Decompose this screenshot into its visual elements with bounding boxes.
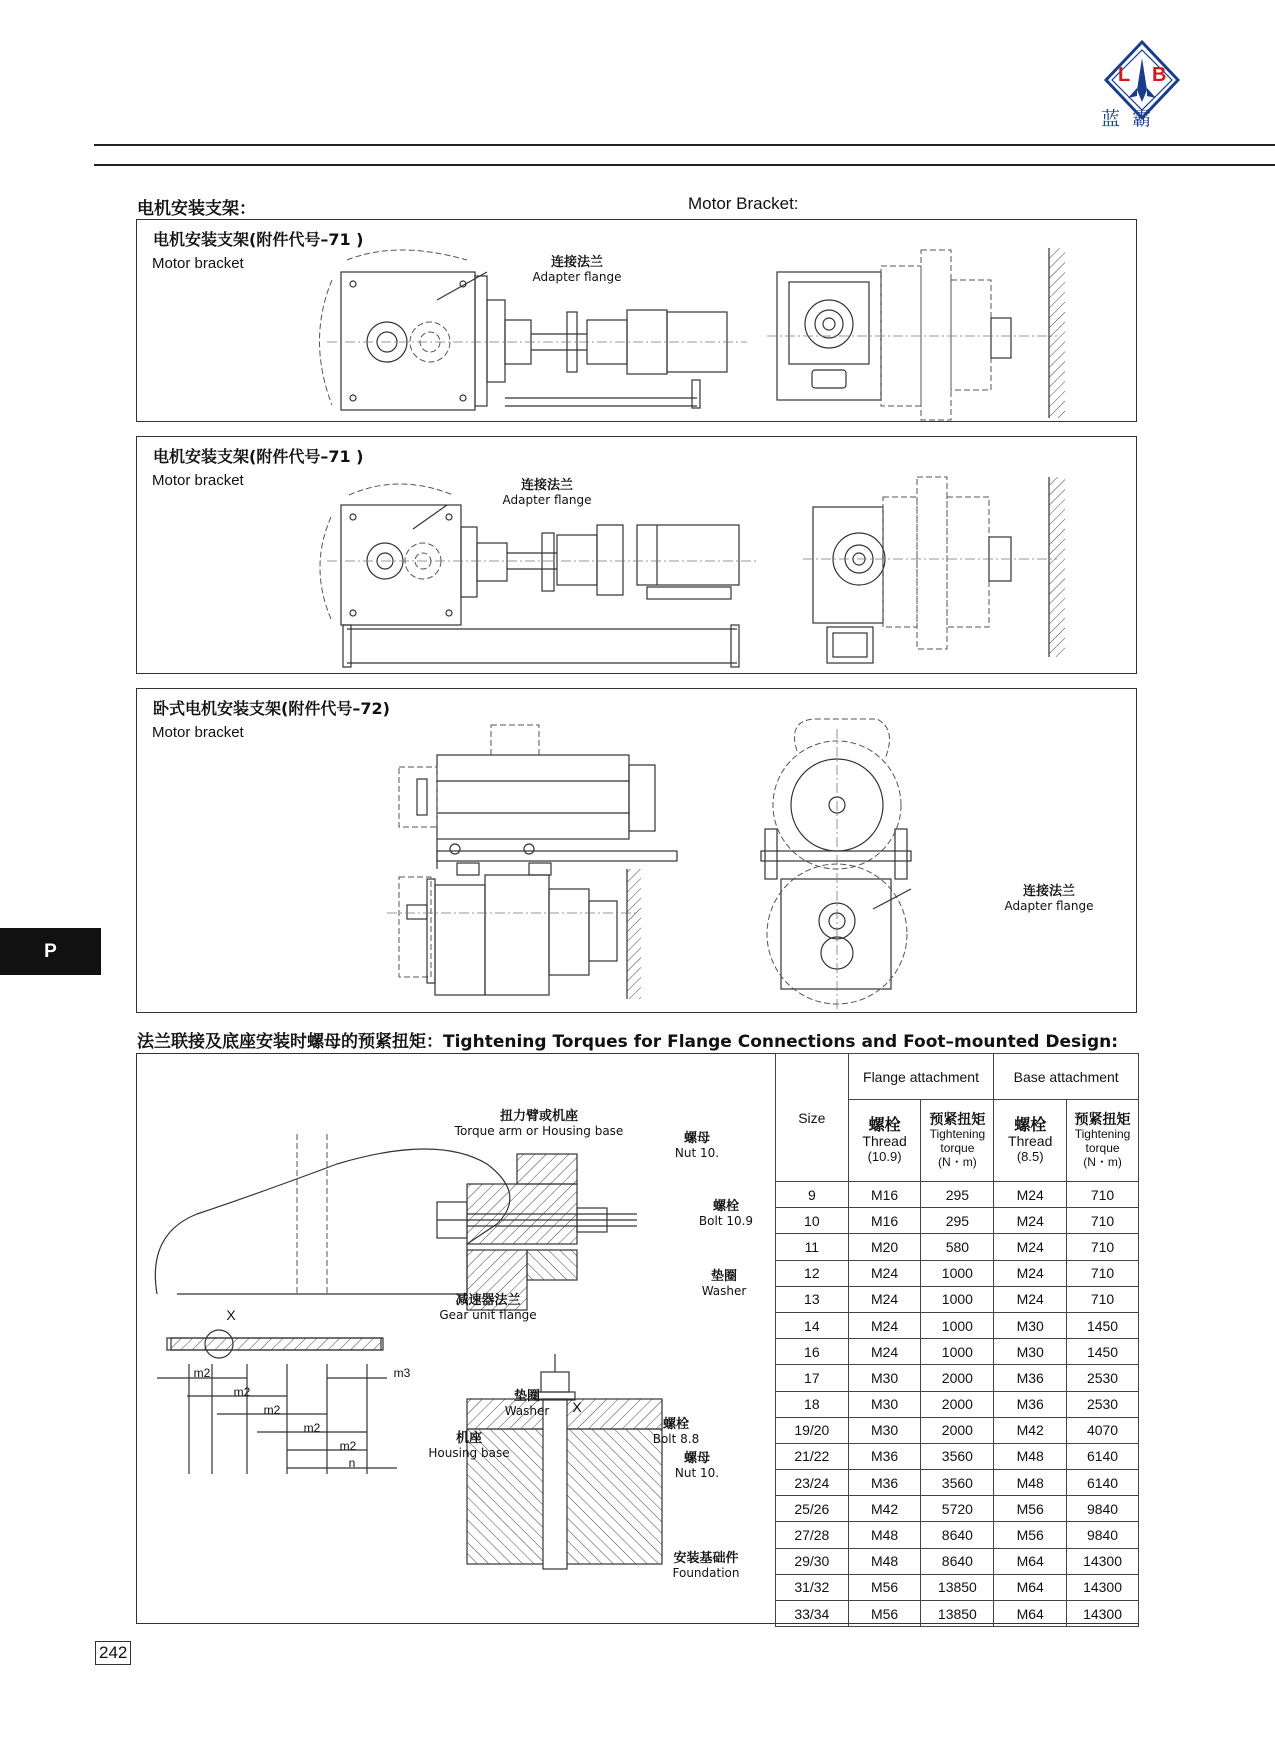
cell-flange-torque: 3560: [921, 1470, 994, 1496]
cell-flange-thread: M56: [848, 1601, 921, 1627]
header-flange-torque-en2: torque: [940, 1140, 975, 1155]
label-foundation-cn: 安装基础件: [673, 1551, 739, 1566]
cell-base-torque: 14300: [1067, 1601, 1139, 1627]
header-base-torque-cn: 预紧扭矩: [1074, 1111, 1131, 1128]
cell-base-thread: M30: [994, 1339, 1067, 1365]
section-tab: P: [0, 928, 101, 975]
label-gear-flange-en: Gear unit flange: [439, 1308, 537, 1322]
panel-2-callout-en: Adapter flange: [502, 493, 592, 507]
panel-3: [136, 688, 1137, 1013]
label-washer-top: [689, 1270, 759, 1298]
cell-base-torque: 9840: [1067, 1522, 1139, 1548]
cell-base-torque: 2530: [1067, 1391, 1139, 1417]
logo-letter-b: B: [1152, 64, 1167, 86]
cell-base-torque: 710: [1067, 1234, 1139, 1260]
label-bolt109: [691, 1200, 761, 1228]
cell-base-thread: M56: [994, 1522, 1067, 1548]
cell-size: 23/24: [776, 1470, 849, 1496]
label-m2-4: m2: [303, 1421, 321, 1435]
label-washer-en-bottom: Washer: [504, 1404, 550, 1418]
torque-section-title: 法兰联接及底座安装时螺母的预紧扭矩：Tightening Torques for Flange Connections and Foot–mounted Design:: [137, 1032, 1119, 1052]
table-row: [776, 1286, 1139, 1312]
label-bolt88-en: Bolt 8.8: [652, 1432, 700, 1446]
panel-1-callout-cn: 连接法兰: [550, 255, 603, 270]
cell-base-torque: 14300: [1067, 1574, 1139, 1600]
cell-flange-torque: 2000: [921, 1417, 994, 1443]
cell-base-thread: M64: [994, 1574, 1067, 1600]
header-base-thread: [994, 1100, 1067, 1182]
label-nut-cn-bottom: 螺母: [683, 1451, 710, 1466]
section-title-cn: 电机安装支架：: [137, 199, 256, 219]
cell-flange-torque: 1000: [921, 1260, 994, 1286]
cell-flange-torque: 5720: [921, 1496, 994, 1522]
cell-base-torque: 9840: [1067, 1496, 1139, 1522]
cell-flange-thread: M24: [848, 1260, 921, 1286]
cell-base-thread: M36: [994, 1391, 1067, 1417]
label-x-top: X: [226, 1307, 236, 1323]
cell-size: 29/30: [776, 1548, 849, 1574]
torque-box: [136, 1053, 1139, 1624]
cell-flange-thread: M48: [848, 1548, 921, 1574]
table-row: [776, 1365, 1139, 1391]
label-washer-cn-bottom: 垫圈: [513, 1389, 540, 1404]
panel-1-drawing: [137, 220, 1138, 423]
panel-3-callout-cn: 连接法兰: [1022, 884, 1075, 899]
table-row: [776, 1234, 1139, 1260]
panel-1: [136, 219, 1137, 422]
label-housing-base-cn: 机座: [455, 1431, 482, 1446]
cell-base-thread: M24: [994, 1234, 1067, 1260]
table-row: [776, 1443, 1139, 1469]
table-row: [776, 1182, 1139, 1208]
table-row: [776, 1548, 1139, 1574]
cell-base-thread: M24: [994, 1182, 1067, 1208]
panel-3-callout-en: Adapter flange: [1004, 899, 1094, 913]
table-row: [776, 1417, 1139, 1443]
cell-flange-thread: M48: [848, 1522, 921, 1548]
cell-size: 19/20: [776, 1417, 849, 1443]
label-nut10-top: [667, 1132, 727, 1160]
panel-3-title: 卧式电机安装支架(附件代号–72): [153, 699, 390, 718]
header-flange-torque-cn: 预紧扭矩: [929, 1111, 986, 1128]
panel-2-title: 电机安装支架(附件代号–71 ): [153, 447, 364, 466]
cell-base-torque: 710: [1067, 1286, 1139, 1312]
cell-size: 10: [776, 1208, 849, 1234]
cell-flange-thread: M42: [848, 1496, 921, 1522]
cell-flange-torque: 8640: [921, 1522, 994, 1548]
label-housing-base-en: Housing base: [428, 1446, 510, 1460]
cell-base-thread: M36: [994, 1365, 1067, 1391]
cell-flange-torque: 1000: [921, 1286, 994, 1312]
label-bolt88: [641, 1418, 711, 1446]
table-row: [776, 1391, 1139, 1417]
header-flange-torque-unit: (N・m): [938, 1154, 977, 1169]
cell-size: 33/34: [776, 1601, 849, 1627]
table-row: [776, 1601, 1139, 1627]
label-housing-base: [419, 1432, 519, 1460]
cell-flange-thread: M24: [848, 1339, 921, 1365]
table-row: [776, 1312, 1139, 1338]
cell-base-thread: M24: [994, 1286, 1067, 1312]
cell-flange-thread: M24: [848, 1312, 921, 1338]
cell-flange-torque: 3560: [921, 1443, 994, 1469]
table-row: [776, 1339, 1139, 1365]
cell-base-torque: 710: [1067, 1182, 1139, 1208]
cell-flange-thread: M36: [848, 1443, 921, 1469]
cell-base-thread: M30: [994, 1312, 1067, 1338]
torque-table: [775, 1053, 1139, 1627]
header-flange-thread-cn: 螺栓: [868, 1114, 901, 1134]
label-nut-cn-top: 螺母: [683, 1131, 710, 1146]
panel-2-subtitle: Motor bracket: [152, 472, 244, 489]
label-nut10-bottom: [667, 1452, 727, 1480]
cell-base-thread: M64: [994, 1548, 1067, 1574]
logo-letter-l: L: [1118, 64, 1131, 86]
label-foundation: [661, 1552, 751, 1580]
label-nut10-en-top: Nut 10.: [674, 1146, 720, 1160]
cell-size: 21/22: [776, 1443, 849, 1469]
cell-flange-torque: 1000: [921, 1312, 994, 1338]
label-m2-3: m2: [263, 1403, 281, 1417]
label-m2-5: m2: [339, 1439, 357, 1453]
header-base-thread-en: Thread: [1008, 1132, 1053, 1149]
panel-2-callout-cn: 连接法兰: [520, 478, 573, 493]
foot-mounted-diagram: [137, 1054, 697, 1625]
header-base-torque-unit: (N・m): [1083, 1154, 1122, 1169]
page-number: 242: [95, 1641, 131, 1665]
cell-flange-thread: M24: [848, 1286, 921, 1312]
table-row: [776, 1496, 1139, 1522]
cell-flange-torque: 13850: [921, 1601, 994, 1627]
header-flange-torque-en1: Tightening: [929, 1126, 986, 1141]
table-row: [776, 1470, 1139, 1496]
label-bolt109-en: Bolt 10.9: [698, 1214, 754, 1228]
cell-base-torque: 1450: [1067, 1312, 1139, 1338]
panel-2: [136, 436, 1137, 674]
cell-base-torque: 14300: [1067, 1548, 1139, 1574]
cell-base-torque: 710: [1067, 1260, 1139, 1286]
panel-2-drawing: [137, 437, 1138, 675]
cell-size: 11: [776, 1234, 849, 1260]
cell-size: 31/32: [776, 1574, 849, 1600]
section-title-en: Motor Bracket:: [688, 194, 799, 213]
cell-size: 17: [776, 1365, 849, 1391]
table-row: [776, 1260, 1139, 1286]
cell-base-torque: 1450: [1067, 1339, 1139, 1365]
header-flange-thread: [848, 1100, 921, 1182]
label-foundation-en: Foundation: [672, 1566, 740, 1580]
header-flange-attachment: Flange attachment: [848, 1054, 994, 1100]
cell-base-thread: M48: [994, 1443, 1067, 1469]
cell-flange-torque: 295: [921, 1182, 994, 1208]
cell-flange-torque: 1000: [921, 1339, 994, 1365]
header-base-thread-cn: 螺栓: [1014, 1114, 1047, 1134]
label-torque-arm-cn: 扭力臂或机座: [499, 1109, 578, 1124]
label-bolt-cn-bottom: 螺栓: [662, 1417, 689, 1432]
table-row: [776, 1522, 1139, 1548]
header-rule-thin: [94, 164, 1275, 166]
panel-3-subtitle: Motor bracket: [152, 724, 244, 741]
cell-flange-torque: 295: [921, 1208, 994, 1234]
cell-flange-thread: M20: [848, 1234, 921, 1260]
header-size: Size: [776, 1054, 849, 1182]
cell-flange-thread: M56: [848, 1574, 921, 1600]
brand-logo: [1098, 40, 1186, 130]
label-x-bottom: X: [572, 1399, 582, 1415]
cell-flange-thread: M30: [848, 1391, 921, 1417]
panel-1-subtitle: Motor bracket: [152, 255, 244, 272]
cell-flange-torque: 2000: [921, 1365, 994, 1391]
cell-base-thread: M42: [994, 1417, 1067, 1443]
header-base-torque-en2: torque: [1085, 1140, 1120, 1155]
panel-3-drawing: [137, 689, 1138, 1014]
cell-base-thread: M56: [994, 1496, 1067, 1522]
label-washer-cn-top: 垫圈: [710, 1269, 737, 1284]
cell-base-thread: M64: [994, 1601, 1067, 1627]
cell-base-torque: 6140: [1067, 1470, 1139, 1496]
cell-flange-thread: M16: [848, 1208, 921, 1234]
header-flange-torque: [921, 1100, 994, 1182]
cell-flange-thread: M16: [848, 1182, 921, 1208]
header-base-grade: (8.5): [1016, 1148, 1044, 1164]
header-rule-thick: [94, 144, 1275, 146]
label-n: n: [348, 1456, 356, 1470]
header-flange-thread-en: Thread: [862, 1132, 907, 1149]
label-m2-1: m2: [193, 1366, 211, 1380]
cell-base-thread: M48: [994, 1470, 1067, 1496]
cell-size: 27/28: [776, 1522, 849, 1548]
label-washer-en-top: Washer: [701, 1284, 747, 1298]
cell-base-torque: 4070: [1067, 1417, 1139, 1443]
cell-flange-torque: 2000: [921, 1391, 994, 1417]
label-m3: m3: [393, 1366, 411, 1380]
cell-flange-torque: 580: [921, 1234, 994, 1260]
label-m2-2: m2: [233, 1385, 251, 1399]
cell-size: 16: [776, 1339, 849, 1365]
cell-size: 14: [776, 1312, 849, 1338]
header-flange-grade: (10.9): [867, 1148, 902, 1164]
table-row: [776, 1208, 1139, 1234]
panel-1-title: 电机安装支架(附件代号–71 ): [153, 230, 364, 249]
logo-brand-cn: 蓝 霸: [1101, 108, 1152, 130]
cell-size: 9: [776, 1182, 849, 1208]
cell-flange-thread: M30: [848, 1365, 921, 1391]
label-washer-bottom: [487, 1390, 567, 1418]
table-row: [776, 1574, 1139, 1600]
cell-flange-thread: M36: [848, 1470, 921, 1496]
label-torque-arm: [439, 1110, 639, 1138]
header-base-torque-en1: Tightening: [1074, 1126, 1131, 1141]
cell-size: 18: [776, 1391, 849, 1417]
cell-base-torque: 2530: [1067, 1365, 1139, 1391]
label-gear-flange: [433, 1294, 543, 1322]
label-bolt-cn-top: 螺栓: [712, 1199, 739, 1214]
cell-base-torque: 6140: [1067, 1443, 1139, 1469]
header-base-torque: [1067, 1100, 1139, 1182]
cell-size: 25/26: [776, 1496, 849, 1522]
panel-1-callout-en: Adapter flange: [532, 270, 622, 284]
cell-base-torque: 710: [1067, 1208, 1139, 1234]
cell-size: 13: [776, 1286, 849, 1312]
cell-size: 12: [776, 1260, 849, 1286]
cell-flange-torque: 8640: [921, 1548, 994, 1574]
cell-flange-torque: 13850: [921, 1574, 994, 1600]
label-gear-flange-cn: 减速器法兰: [455, 1293, 521, 1308]
label-nut10-en-bottom: Nut 10.: [674, 1466, 720, 1480]
label-torque-arm-en: Torque arm or Housing base: [454, 1124, 624, 1138]
header-base-attachment: Base attachment: [994, 1054, 1139, 1100]
cell-base-thread: M24: [994, 1208, 1067, 1234]
cell-flange-thread: M30: [848, 1417, 921, 1443]
cell-base-thread: M24: [994, 1260, 1067, 1286]
torque-table-body: [776, 1182, 1139, 1627]
